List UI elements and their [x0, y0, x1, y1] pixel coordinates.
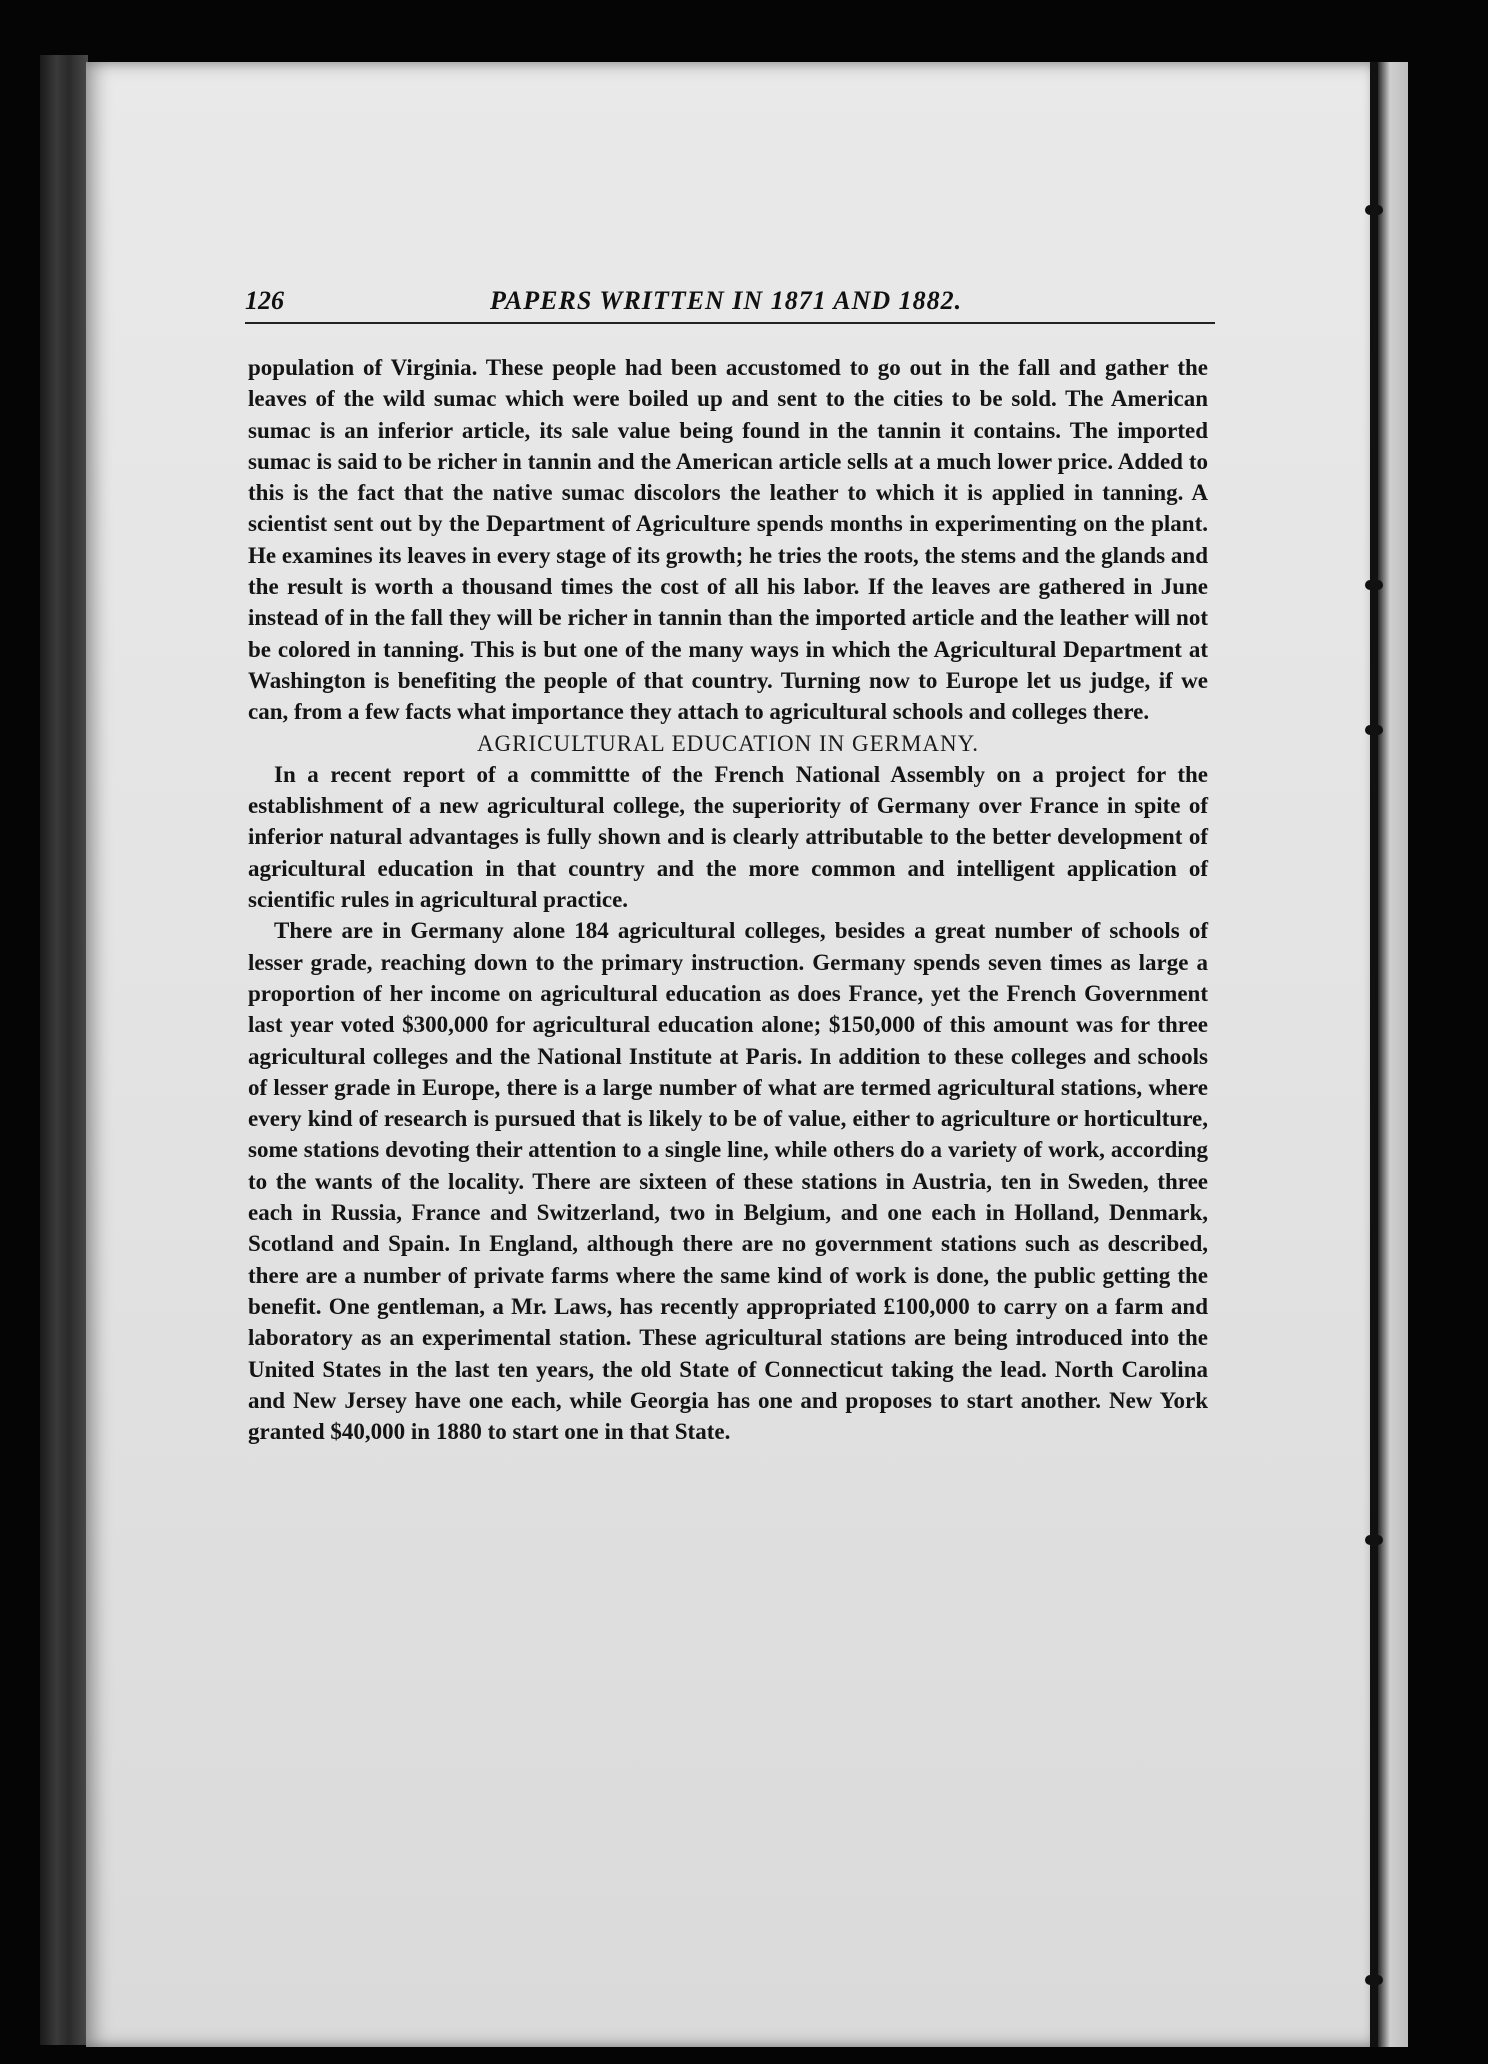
paragraph: There are in Germany alone 184 agricultural colleges, besides a great number of schools of lesser grade, reaching down to the primary instruction. Germany spends seven times as large a proportion of her income on agricultural education as does France, yet the French Government last year voted $300,000 for agricultural education alone; $150,000 of this amount was for three agricultural colleges and the National Institute at Paris. In addition to these colleges and schools of lesser grade in Europe, there is a large number of what are termed agricultural stations, where every kind of research is pursued that is likely to be of value, either to agriculture or horticulture, some stations devoting their attention to a single line, while others do a variety of work, according to the wants of the locality. There are sixteen of these stations in Austria, ten in Sweden, three each in Russia, France and Switzerland, two in Belgium, and one each in Holland, Denmark, Scotland and Spain. In England, although there are no government stations such as described, there are a number of private farms where the same kind of work is done, the public getting the benefit. One gentleman, a Mr. Laws, has recently appropriated £100,000 to carry on a farm and laboratory as an experimental station. These agricultural stations are being introduced into the United States in the last ten years, the old State of Connecticut taking the lead. North Carolina and New Jersey have one each, while Georgia has one and proposes to start another. New York granted $40,000 in 1880 to start one in that State. — [248, 918, 1208, 1445]
page-body — [248, 352, 1208, 1447]
binding-stitch — [1365, 1975, 1383, 1985]
running-head: PAPERS WRITTEN IN 1871 AND 1882. — [490, 286, 963, 315]
binding-stitch — [1365, 725, 1383, 735]
facing-page-edge — [1378, 62, 1408, 2047]
page-gutter-edge — [1370, 62, 1378, 2047]
page-header — [245, 278, 1215, 324]
binding-stitch — [1365, 580, 1383, 590]
section-heading: AGRICULTURAL EDUCATION IN GERMANY. — [476, 730, 980, 756]
page-number: 126 — [245, 286, 284, 315]
binding-stitch — [1365, 205, 1383, 215]
paragraph: population of Virginia. These people had been accustomed to go out in the fall and gather the leaves of the wild sumac which were boiled up and sent to the cities to be sold. The American sumac is an inferior article, its sale value being found in the tannin it contains. The imported sumac is said to be richer in tannin and the American article sells at a much lower price. Added to this is the fact that the native sumac discolors the leather to which it is applied in tanning. A scientist sent out by the Department of Agriculture spends months in experimenting on the plant. He examines its leaves in every stage of its growth; he tries the roots, the stems and the glands and the result is worth a thousand times the cost of all his labor. If the leaves are gathered in June instead of in the fall they will be richer in tannin than the imported article and the leather will not be colored in tanning. This is but one of the many ways in which the Agricultural Department at Washington is benefiting the people of that country. Turning now to Europe let us judge, if we can, from a few facts what importance they attach to agricultural schools and colleges there. — [248, 355, 1208, 725]
paragraph: In a recent report of a committte of the French National Assembly on a project for the establishment of a new agricultural college, the superiority of Germany over France in spite of inferior natural advantages is fully shown and is clearly attributable to the better development of agricultural education in that country and the more common and intelligent application of scientific rules in agricultural practice. — [248, 761, 1208, 913]
binding-stitch — [1365, 1535, 1383, 1545]
book-binding — [40, 55, 88, 2045]
